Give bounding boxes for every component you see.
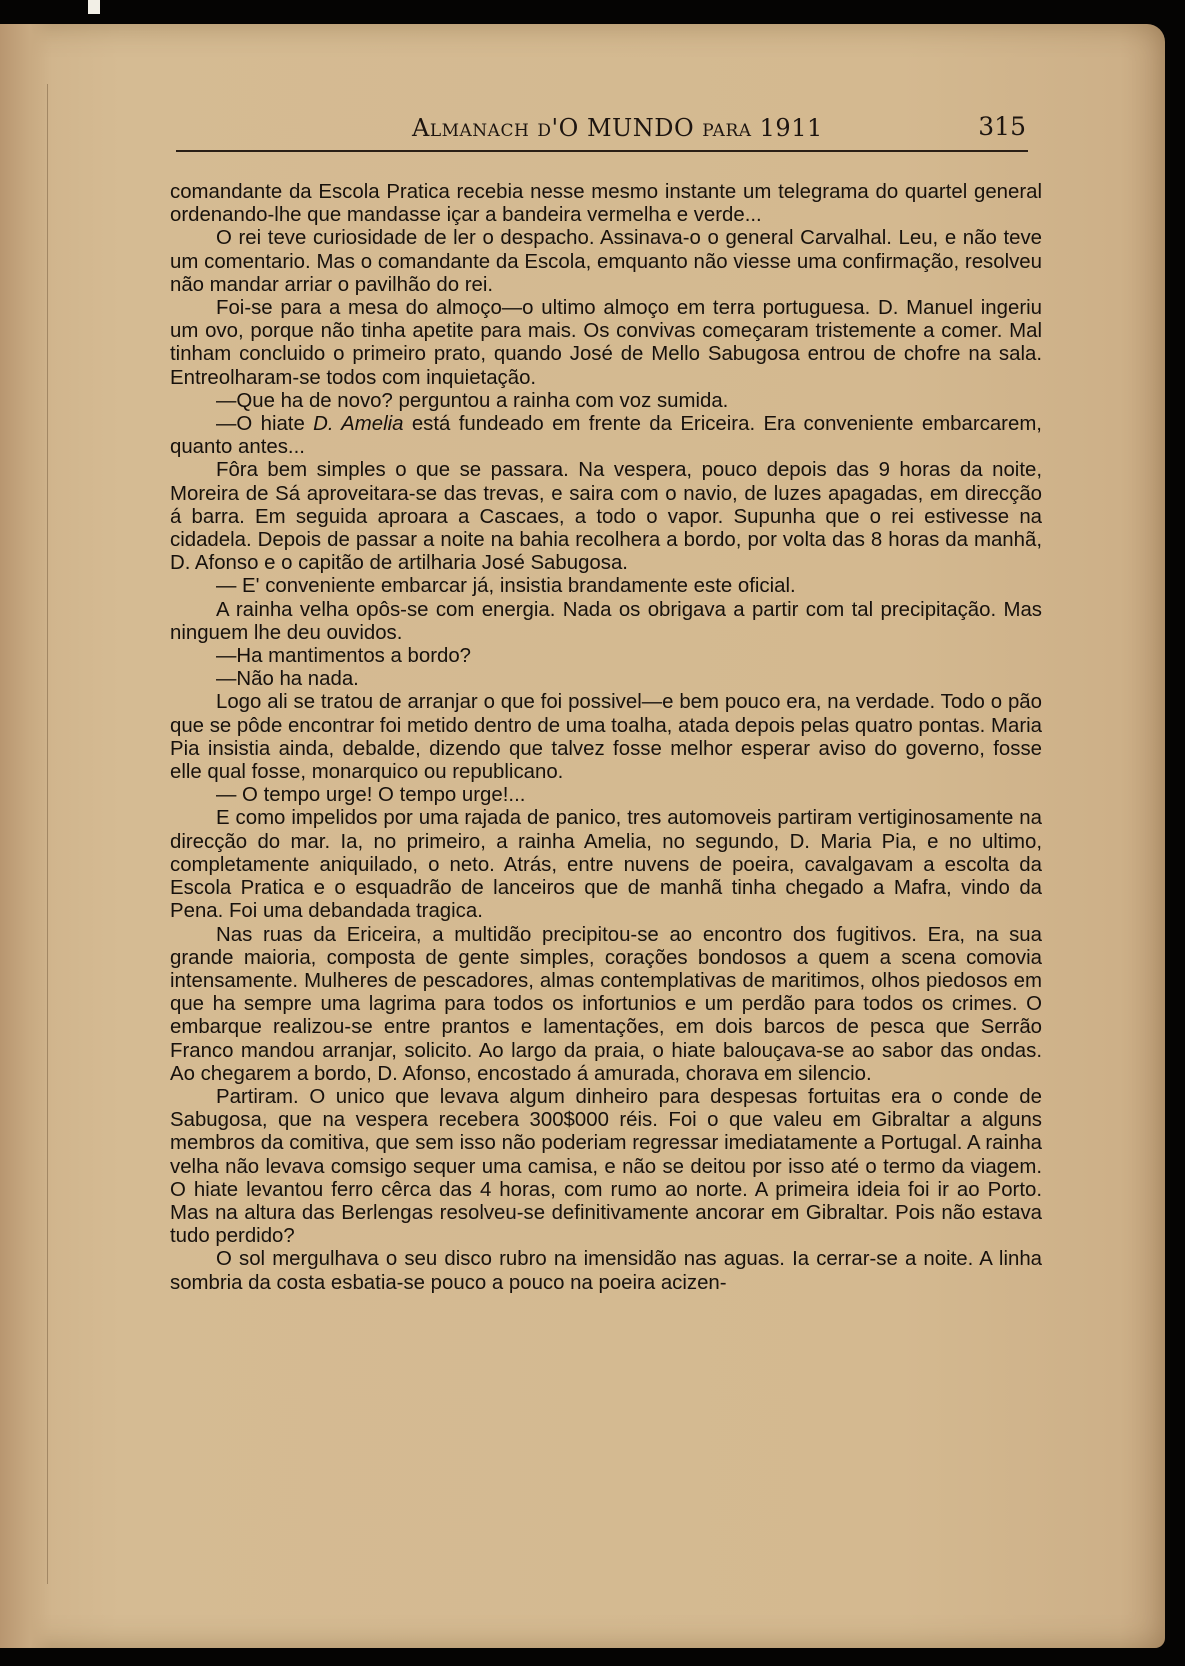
page-number: 315	[978, 112, 1026, 141]
paragraph: Partiram. O unico que levava algum dinheiro para despesas fortuitas era o conde de Sabugosa, que na vespera recebera 300$000 réis. Foi o que valeu em Gibraltar a alguns membros da comitiva, que sem isso não poderiam regressar imediatamente a Portugal. A rainha velha não levava comsigo sequer uma camisa, e não se deitou por isso até o termo da viagem. O hiate levantou ferro cêrca das 4 horas, com rumo ao norte. A primeira ideia foi ir ao Porto. Mas na altura das Berlengas resolveu-se definitivamente ancorar em Gibraltar. Pois não estava tudo perdido?	[170, 1085, 1042, 1248]
paragraph: Nas ruas da Ericeira, a multidão precipitou-se ao encontro dos fugitivos. Era, na sua grande maioria, composta de gente simples, corações bondosos a quem a scena comovia intensamente. Mulheres de pescadores, almas contemplativas de maritimos, olhos piedosos em que ha sempre uma lagrima para todos os infortunios e um perdão para todos os crimes. O embarque realizou-se entre prantos e lamentações, em dois barcos de pesca que Serrão Franco mandou arranjar, solicito. Ao largo da praia, o hiate balouçava-se ao sabor das ondas. Ao chegarem a bordo, D. Afonso, encostado á amurada, chorava em silencio.	[170, 923, 1042, 1085]
body-text	[170, 181, 1042, 1295]
paragraph: —Que ha de novo? perguntou a rainha com voz sumida.	[216, 389, 729, 412]
paragraph-text: —O hiate	[216, 413, 314, 436]
paragraph: E como impelidos por uma rajada de panico, tres automoveis partiram vertiginosamente na direcção do mar. Ia, no primeiro, a rainha Amelia, no segundo, D. Maria Pia, e no ultimo, completamente aniquilado, o neto. Atrás, entre nuvens de poeira, cavalgavam a escolta da Escola Pratica e o esquadrão de lanceiros que de manhã tinha chegado a Mafra, vindo da Pena. Foi uma debandada tragica.	[170, 807, 1042, 923]
paragraph: —Ha mantimentos a bordo?	[216, 645, 472, 668]
page-gutter	[0, 24, 52, 1648]
paragraph: Logo ali se tratou de arranjar o que foi possivel—e bem pouco era, na verdade. Todo o pão que se pôde encontrar foi metido dentro de uma toalha, atada depois pelas quatro pontas. Maria Pia insistia ainda, debalde, dizendo que talvez fosse melhor esperar aviso do governo, fosse elle qual fosse, monarquico ou republicano.	[170, 691, 1042, 784]
paragraph: comandante da Escola Pratica recebia nesse mesmo instante um telegrama do quartel general ordenando-lhe que mandasse içar a bandeira vermelha e verde...	[170, 181, 1042, 227]
paragraph: A rainha velha opôs-se com energia. Nada os obrigava a partir com tal precipitação. Mas ninguem lhe deu ouvidos.	[170, 598, 1042, 644]
paragraph: O sol mergulhava o seu disco rubro na imensidão nas aguas. Ia cerrar-se a noite. A linha sombria da costa esbatia-se pouco a pouco na poeira acizen-	[170, 1248, 1042, 1294]
paragraph: Foi-se para a mesa do almoço—o ultimo almoço em terra portuguesa. D. Manuel ingeriu um ovo, porque não tinha apetite para mais. Os convivas começaram tristemente a comer. Mal tinham concluido o primeiro prato, quando José de Mello Sabugosa entrou de chofre na sala. Entreolharam-se todos com inquietação.	[170, 297, 1042, 389]
paragraph-text: está fundeado em frente da Ericeira. Era conveniente embarcarem, quanto antes...	[170, 413, 1042, 459]
page-header	[176, 86, 1046, 146]
scan-clip-mark	[88, 0, 100, 14]
paragraph: — E' conveniente embarcar já, insistia brandamente este oficial.	[216, 575, 796, 598]
running-title: Almanach d'O MUNDO para 1911	[412, 114, 823, 142]
paragraph: —Não ha nada.	[216, 668, 359, 691]
paragraph	[170, 413, 1042, 459]
header-rule	[176, 150, 1028, 152]
paragraph: — O tempo urge! O tempo urge!...	[216, 784, 526, 807]
book-page	[0, 24, 1165, 1648]
paragraph: Fôra bem simples o que se passara. Na vespera, pouco depois das 9 horas da noite, Moreira de Sá aproveitara-se das trevas, e saira com o navio, de luzes apagadas, em direcção á barra. Em seguida aproara a Cascaes, a todo o vapor. Supunha que o rei estivesse na cidadela. Depois de passar a noite na bahia recolhera a bordo, por volta das 8 horas da manhã, D. Afonso e o capitão de artilharia José Sabugosa.	[170, 459, 1042, 575]
paragraph: O rei teve curiosidade de ler o despacho. Assinava-o o general Carvalhal. Leu, e não teve um comentario. Mas o comandante da Escola, emquanto não viesse uma confirmação, resolveu não mandar arriar o pavilhão do rei.	[170, 227, 1042, 296]
gutter-line	[47, 84, 48, 1584]
ship-name: D. Amelia	[313, 413, 404, 436]
